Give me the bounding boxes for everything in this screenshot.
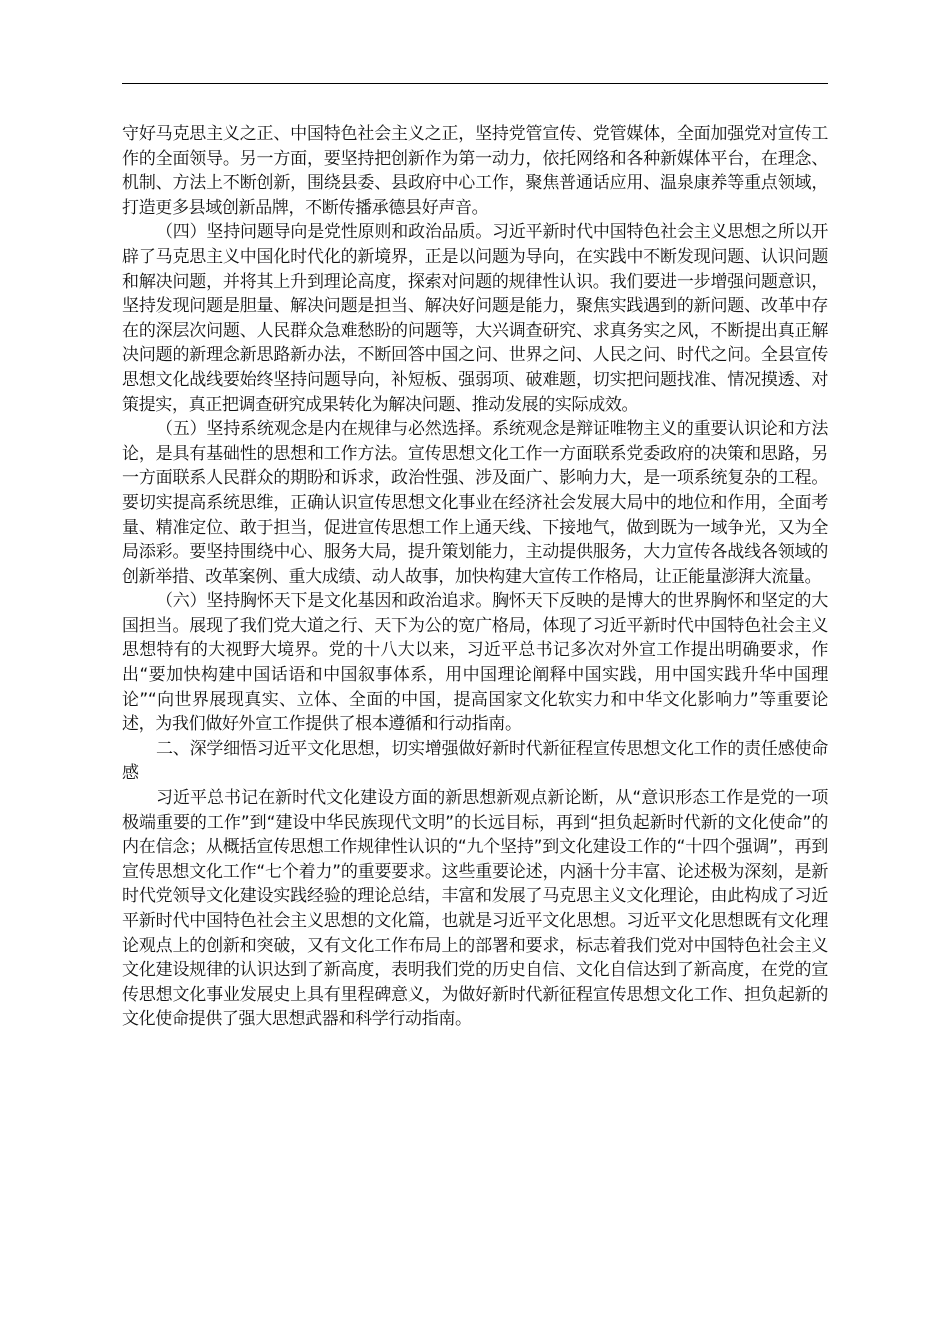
section-heading-2: 二、深学细悟习近平文化思想，切实增强做好新时代新征程宣传思想文化工作的责任感使命感 bbox=[122, 738, 828, 784]
paragraph-continuation: 守好马克思主义之正、中国特色社会主义之正，坚持党管宣传、党管媒体，全面加强党对宣传工作的全面领导。另一方面，要坚持把创新作为第一动力，依托网络和各种新媒体平台，在理念、机制、方法上不断创新，围绕县委、县政府中心工作，聚焦普通话应用、温泉康养等重点领域，打造更多县域创新品牌，不断传播承德县好声音。 bbox=[122, 124, 828, 218]
paragraph-culture-thought: 习近平总书记在新时代文化建设方面的新思想新观点新论断，从“意识形态工作是党的一项极端重要的工作”到“建设中华民族现代文明”的长远目标，再到“担负起新时代新的文化使命”的内在信念；从概括宣传思想工作规律性认识的“九个坚持”到文化建设工作的“十四个强调”，再到宣传思想文化工作“七个着力”的重要要求。这些重要论述，内涵十分丰富、论述极为深刻，是新时代党领导文化建设实践经验的理论总结，丰富和发展了马克思主义文化理论，由此构成了习近平新时代中国特色社会主义思想的文化篇，也就是习近平文化思想。习近平文化思想既有文化理论观点上的创新和突破，又有文化工作布局上的部署和要求，标志着我们党对中国特色社会主义文化建设规律的认识达到了新高度，表明我们党的历史自信、文化自信达到了新高度，在党的宣传思想文化事业发展史上具有里程碑意义，为做好新时代新征程宣传思想文化工作、担负起新的文化使命提供了强大思想武器和科学行动指南。 bbox=[122, 788, 828, 1030]
paragraph-section-5: （五）坚持系统观念是内在规律与必然选择。系统观念是辩证唯物主义的重要认识论和方法论，是具有基础性的思想和工作方法。宣传思想文化工作一方面联系党委政府的决策和思路，另一方面联系人民群众的期盼和诉求，政治性强、涉及面广、影响力大，是一项系统复杂的工程。要切实提高系统思维，正确认识宣传思想文化事业在经济社会发展大局中的地位和作用，全面考量、精准定位、敢于担当，促进宣传思想工作上通天线、下接地气，做到既为一域争光，又为全局添彩。要坚持围绕中心、服务大局，提升策划能力，主动提供服务，大力宣传各战线各领域的创新举措、改革案例、重大成绩、动人故事，加快构建大宣传工作格局，让正能量澎湃大流量。 bbox=[122, 419, 828, 587]
header-rule bbox=[122, 83, 828, 84]
paragraph-section-6: （六）坚持胸怀天下是文化基因和政治追求。胸怀天下反映的是博大的世界胸怀和坚定的大国担当。展现了我们党大道之行、天下为公的宽广格局，体现了习近平新时代中国特色社会主义思想特有的大视野大境界。党的十八大以来，习近平总书记多次对外宣工作提出明确要求，作出“要加快构建中国话语和中国叙事体系，用中国理论阐释中国实践，用中国实践升华中国理论”“向世界展现真实、立体、全面的中国，提高国家文化软实力和中华文化影响力”等重要论述，为我们做好外宣工作提供了根本遵循和行动指南。 bbox=[122, 591, 828, 735]
document-body bbox=[122, 122, 828, 1032]
paragraph-section-4: （四）坚持问题导向是党性原则和政治品质。习近平新时代中国特色社会主义思想之所以开辟了马克思主义中国化时代化的新境界，正是以问题为导向，在实践中不断发现问题、认识问题和解决问题，并将其上升到理论高度，探索对问题的规律性认识。我们要进一步增强问题意识，坚持发现问题是胆量、解决问题是担当、解决好问题是能力，聚焦实践遇到的新问题、改革中存在的深层次问题、人民群众急难愁盼的问题等，大兴调查研究、求真务实之风，不断提出真正解决问题的新理念新思路新办法，不断回答中国之问、世界之问、人民之问、时代之问。全县宣传思想文化战线要始终坚持问题导向，补短板、强弱项、破难题，切实把问题找准、情况摸透、对策提实，真正把调查研究成果转化为解决问题、推动发展的实际成效。 bbox=[122, 222, 828, 415]
